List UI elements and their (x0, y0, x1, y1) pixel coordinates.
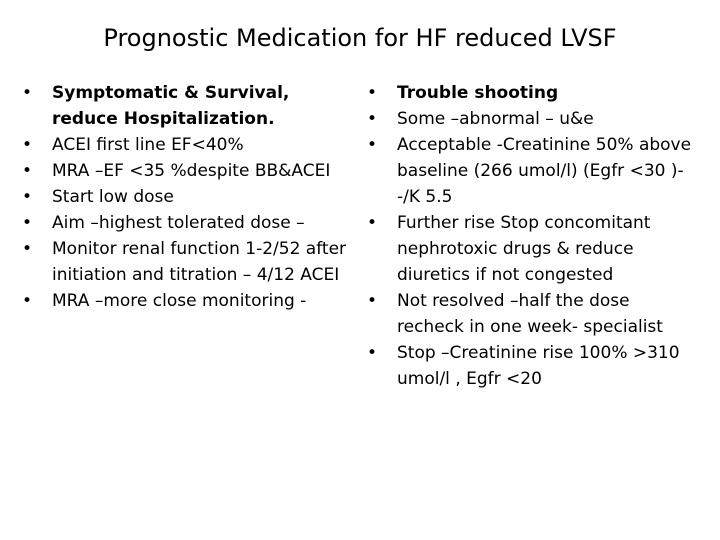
bullet-icon: • (22, 187, 33, 207)
list-item (22, 158, 352, 184)
bullet-icon: • (367, 213, 378, 233)
list-item-text: Further rise Stop concomitant nephrotoxic drugs & reduce diuretics if not congested (397, 213, 651, 285)
list-item (367, 288, 697, 340)
list-item-text: Some –abnormal – u&e (397, 109, 594, 129)
bullet-icon: • (22, 291, 33, 311)
list-item-text: Start low dose (52, 187, 174, 207)
list-item (367, 80, 697, 106)
list-item (22, 184, 352, 210)
list-item (22, 288, 352, 314)
bullet-icon: • (22, 161, 33, 181)
bullet-icon: • (22, 83, 33, 103)
list-item (22, 132, 352, 158)
bullet-icon: • (367, 135, 378, 155)
bullet-icon: • (22, 239, 33, 259)
bullet-icon: • (367, 291, 378, 311)
bullet-icon: • (367, 83, 378, 103)
list-item-text: MRA –EF <35 %despite BB&ACEI (52, 161, 331, 181)
list-item-text: Acceptable -Creatinine 50% above baseline (266 umol/l) (Egfr <30 )--/K 5.5 (397, 135, 692, 207)
bullet-icon: • (22, 135, 33, 155)
list-item (367, 210, 697, 288)
left-bullet-list (22, 80, 352, 314)
list-item-text: Aim –highest tolerated dose – (52, 213, 305, 233)
list-item (367, 132, 697, 210)
list-item-text: ACEI first line EF<40% (52, 135, 244, 155)
list-item (22, 80, 352, 132)
list-item-text: Not resolved –half the dose recheck in one week- specialist (397, 291, 663, 337)
list-item-text: Stop –Creatinine rise 100% >310 umol/l , Egfr <20 (397, 343, 680, 389)
list-item-text: Symptomatic & Survival, reduce Hospitalization. (52, 83, 290, 129)
bullet-icon: • (367, 343, 378, 363)
bullet-icon: • (367, 109, 378, 129)
list-item-text: Monitor renal function 1-2/52 after initiation and titration – 4/12 ACEI (52, 239, 347, 285)
list-item (22, 236, 352, 288)
list-item-text: Trouble shooting (397, 83, 559, 103)
list-item (367, 106, 697, 132)
list-item-text: MRA –more close monitoring - (52, 291, 307, 311)
right-bullet-list (367, 80, 697, 392)
list-item (22, 210, 352, 236)
slide-title: Prognostic Medication for HF reduced LVSF (103, 24, 617, 52)
list-item (367, 340, 697, 392)
bullet-icon: • (22, 213, 33, 233)
